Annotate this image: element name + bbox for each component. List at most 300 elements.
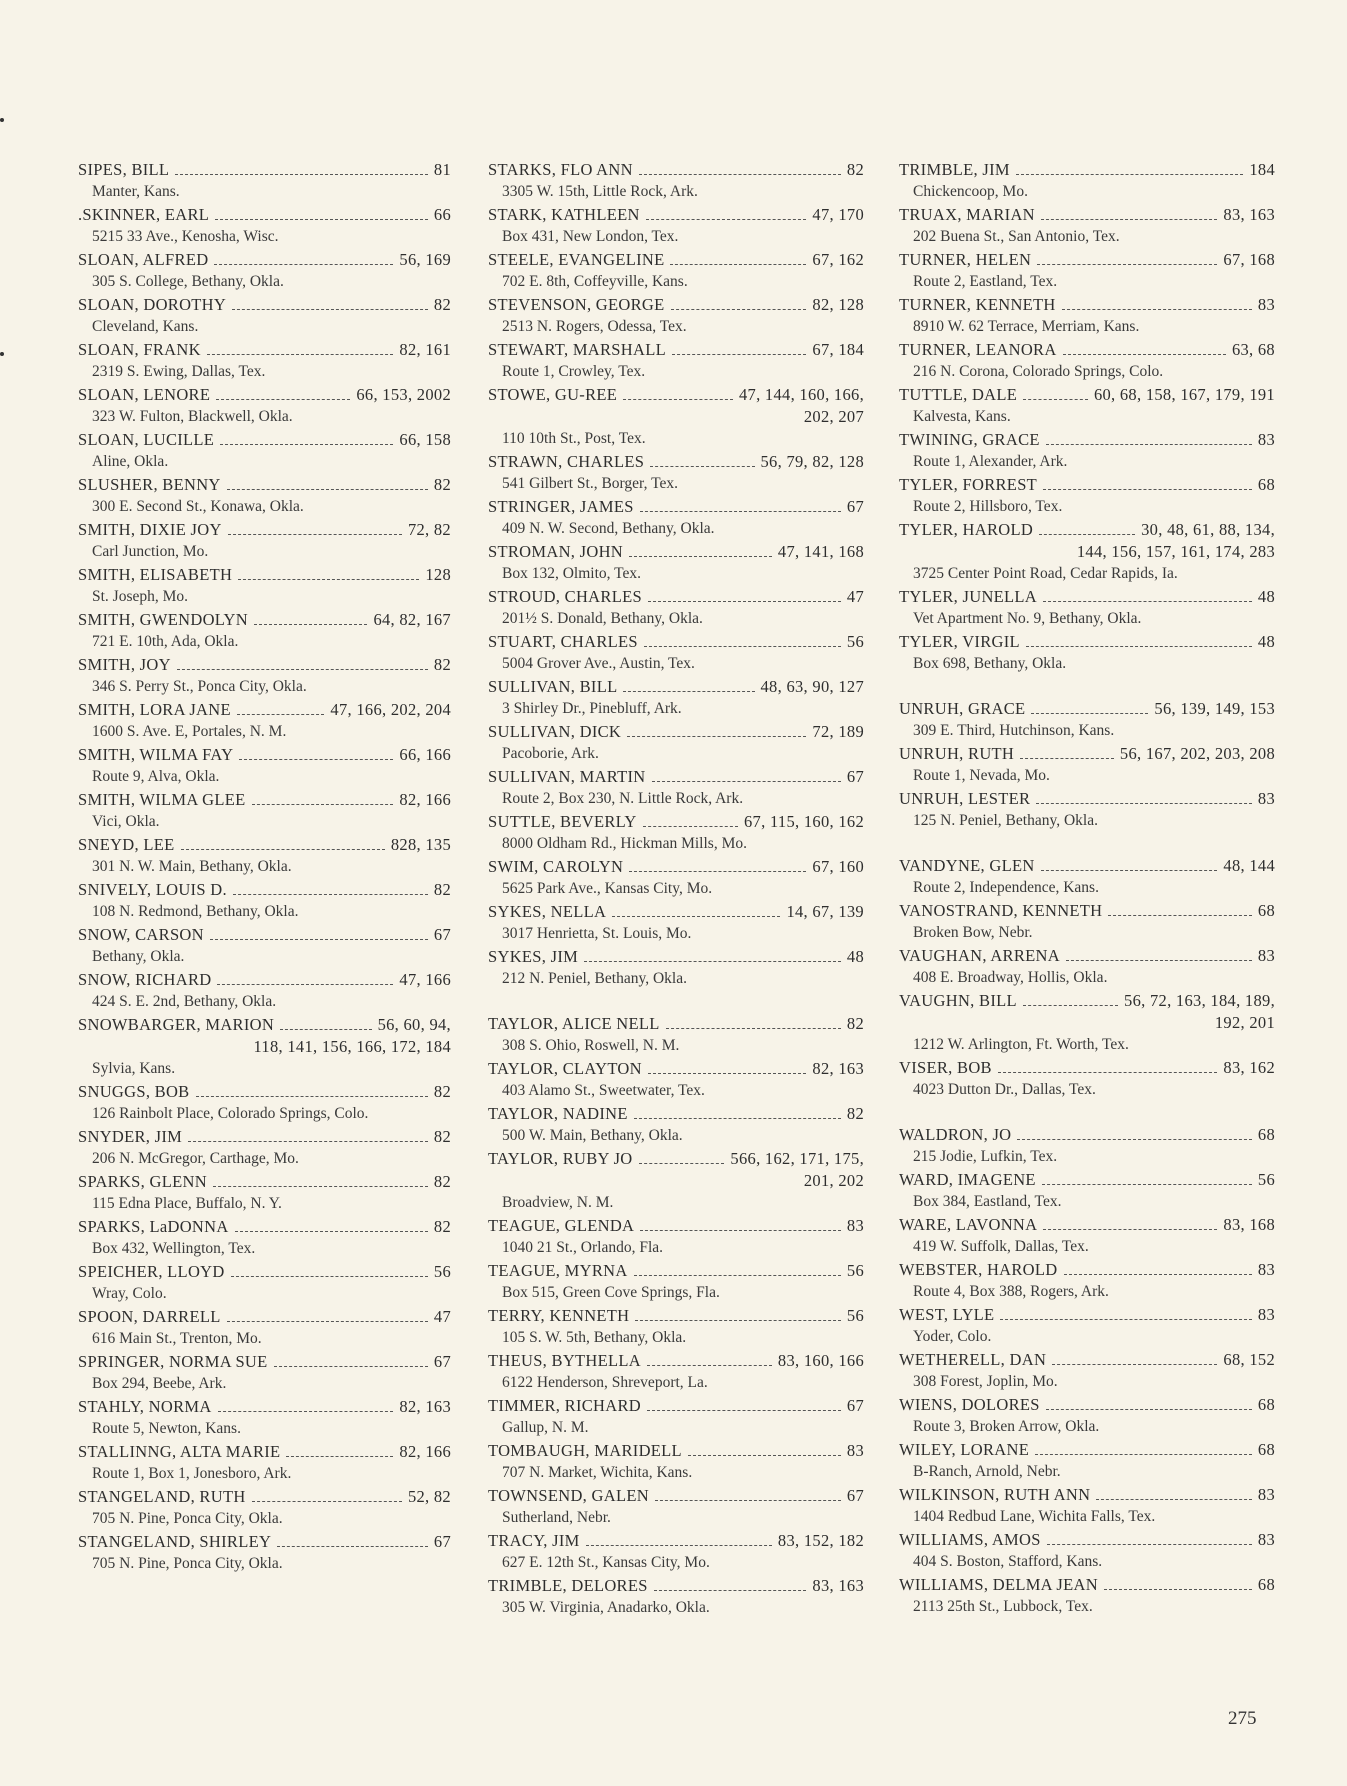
directory-entry xyxy=(488,158,864,203)
leader-dots xyxy=(214,264,393,265)
directory-column-1 xyxy=(78,158,451,1575)
directory-entry xyxy=(78,518,451,563)
page-number: 275 xyxy=(1228,1708,1257,1729)
directory-entry xyxy=(488,675,864,720)
student-name: SULLIVAN, DICK xyxy=(488,722,622,741)
student-address: 5004 Grover Ave., Austin, Tex. xyxy=(502,655,695,672)
page-references: 56 xyxy=(846,1261,864,1280)
entry-name-line xyxy=(488,1214,864,1237)
entry-name-line xyxy=(488,1574,864,1597)
student-name: WALDRON, JO xyxy=(899,1125,1012,1144)
student-address: Box 515, Green Cove Springs, Fla. xyxy=(502,1284,720,1301)
directory-entry xyxy=(899,203,1275,248)
student-name: SPOON, DARRELL xyxy=(78,1307,221,1326)
entry-name-line xyxy=(899,630,1275,653)
student-address: 1404 Redbud Lane, Wichita Falls, Tex. xyxy=(913,1508,1156,1525)
directory-entry xyxy=(78,1530,451,1575)
page-references: 83 xyxy=(1257,295,1275,314)
directory-entry xyxy=(899,1483,1275,1528)
student-address: Route 1, Box 1, Jonesboro, Ark. xyxy=(92,1465,292,1482)
student-name: TYLER, FORREST xyxy=(899,475,1038,494)
student-name: TEAGUE, MYRNA xyxy=(488,1261,628,1280)
student-name: TRIMBLE, JIM xyxy=(899,160,1010,179)
page-references-continued: 201, 202 xyxy=(803,1171,864,1190)
leader-dots xyxy=(629,556,772,557)
directory-entry xyxy=(488,765,864,810)
page-references: 63, 68 xyxy=(1231,340,1275,359)
student-name: SMITH, WILMA FAY xyxy=(78,745,234,764)
student-name: TYLER, VIRGIL xyxy=(899,632,1020,651)
student-address: 627 E. 12th St., Kansas City, Mo. xyxy=(502,1554,710,1571)
directory-entry xyxy=(899,1438,1275,1483)
student-address: 424 S. E. 2nd, Bethany, Okla. xyxy=(92,993,277,1010)
directory-entry xyxy=(488,383,864,450)
page-references: 68, 152 xyxy=(1223,1350,1275,1369)
directory-entry xyxy=(899,989,1275,1056)
leader-dots xyxy=(1046,444,1252,445)
leader-dots xyxy=(639,1163,725,1164)
leader-dots xyxy=(238,579,419,580)
leader-dots xyxy=(181,849,385,850)
student-address: 308 S. Ohio, Roswell, N. M. xyxy=(502,1037,680,1054)
student-name: WILEY, LORANE xyxy=(899,1440,1030,1459)
student-address: 1600 S. Ave. E, Portales, N. M. xyxy=(92,723,287,740)
directory-entry xyxy=(78,1170,451,1215)
leader-dots xyxy=(216,399,350,400)
section-gap xyxy=(899,675,1275,697)
directory-entry xyxy=(488,1349,864,1394)
leader-dots xyxy=(207,354,394,355)
student-address: Bethany, Okla. xyxy=(92,948,185,965)
leader-dots xyxy=(629,871,806,872)
leader-dots xyxy=(635,1320,840,1321)
entry-name-line xyxy=(488,248,864,271)
student-address: Aline, Okla. xyxy=(92,453,169,470)
student-name: TEAGUE, GLENDA xyxy=(488,1216,635,1235)
entry-name-line xyxy=(899,1056,1275,1079)
student-address: 2113 25th St., Lubbock, Tex. xyxy=(913,1598,1093,1615)
student-name: WILKINSON, RUTH ANN xyxy=(899,1485,1091,1504)
page-references-continued: 144, 156, 157, 161, 174, 283 xyxy=(1076,542,1275,561)
student-name: WETHERELL, DAN xyxy=(899,1350,1047,1369)
student-name: TURNER, LEANORA xyxy=(899,340,1057,359)
directory-entry xyxy=(899,787,1275,832)
page-references: 66, 153, 2002 xyxy=(356,385,451,404)
student-name: SIPES, BILL xyxy=(78,160,170,179)
directory-entry xyxy=(899,854,1275,899)
page-references: 67, 115, 160, 162 xyxy=(744,812,864,831)
entry-name-line xyxy=(899,293,1275,316)
leader-dots xyxy=(1035,1454,1252,1455)
leader-dots xyxy=(643,826,738,827)
leader-dots xyxy=(1108,915,1251,916)
directory-entry xyxy=(78,923,451,968)
entry-name-line xyxy=(488,1304,864,1327)
directory-entry xyxy=(488,1012,864,1057)
student-name: WARD, IMAGENE xyxy=(899,1170,1036,1189)
page-references: 68 xyxy=(1257,475,1275,494)
page-references: 56, 79, 82, 128 xyxy=(760,452,864,471)
student-address: Route 1, Crowley, Tex. xyxy=(502,363,646,380)
student-address: Box 698, Bethany, Okla. xyxy=(913,655,1067,672)
student-address: Vet Apartment No. 9, Bethany, Okla. xyxy=(913,610,1142,627)
leader-dots xyxy=(1037,264,1217,265)
entry-name-line xyxy=(78,1125,451,1148)
entry-name-line xyxy=(78,1395,451,1418)
student-address: 305 S. College, Bethany, Okla. xyxy=(92,273,284,290)
entry-name-line xyxy=(78,743,451,766)
student-name: SNOWBARGER, MARION xyxy=(78,1015,275,1034)
student-address: 5625 Park Ave., Kansas City, Mo. xyxy=(502,880,713,897)
directory-entry xyxy=(488,1304,864,1349)
student-address: 323 W. Fulton, Blackwell, Okla. xyxy=(92,408,293,425)
student-address: 3 Shirley Dr., Pinebluff, Ark. xyxy=(502,700,682,717)
student-name: STANGELAND, RUTH xyxy=(78,1487,246,1506)
entry-name-line xyxy=(78,338,451,361)
student-address: 201½ S. Donald, Bethany, Okla. xyxy=(502,610,703,627)
entry-name-line xyxy=(899,989,1275,1012)
directory-entry xyxy=(899,383,1275,428)
student-name: SNOW, CARSON xyxy=(78,925,204,944)
student-address: 3725 Center Point Road, Cedar Rapids, Ia. xyxy=(913,565,1178,582)
entry-name-line xyxy=(899,1528,1275,1551)
page-references: 67 xyxy=(433,1352,451,1371)
entry-name-line xyxy=(78,518,451,541)
leader-dots xyxy=(671,309,807,310)
directory-entry xyxy=(78,428,451,473)
student-address: 705 N. Pine, Ponca City, Okla. xyxy=(92,1555,283,1572)
page-references: 67 xyxy=(433,925,451,944)
entry-name-line xyxy=(899,1213,1275,1236)
page-references: 67 xyxy=(846,497,864,516)
leader-dots xyxy=(228,534,402,535)
page-references: 56 xyxy=(846,632,864,651)
entry-name-line xyxy=(78,1530,451,1553)
leader-dots xyxy=(196,1096,428,1097)
student-name: SMITH, WILMA GLEE xyxy=(78,790,246,809)
directory-entry xyxy=(78,788,451,833)
student-address: Route 1, Nevada, Mo. xyxy=(913,767,1050,784)
directory-entry xyxy=(899,697,1275,742)
directory-entry xyxy=(488,855,864,900)
student-name: TOWNSEND, GALEN xyxy=(488,1486,649,1505)
student-address: Chickencoop, Mo. xyxy=(913,183,1028,200)
entry-name-line xyxy=(78,1485,451,1508)
student-name: STRINGER, JAMES xyxy=(488,497,634,516)
student-name: TYLER, HAROLD xyxy=(899,520,1034,539)
entry-name-line xyxy=(488,765,864,788)
page-references: 66 xyxy=(433,205,451,224)
entry-name-line xyxy=(488,900,864,923)
student-address: 6122 Henderson, Shreveport, La. xyxy=(502,1374,708,1391)
leader-dots xyxy=(652,781,841,782)
leader-dots xyxy=(1039,534,1135,535)
entry-name-line xyxy=(78,833,451,856)
leader-dots xyxy=(639,174,841,175)
entry-name-line xyxy=(488,1439,864,1462)
student-address: 215 Jodie, Lufkin, Tex. xyxy=(913,1148,1058,1165)
page-references: 48 xyxy=(846,947,864,966)
leader-dots xyxy=(1064,1274,1252,1275)
entry-name-line xyxy=(899,158,1275,181)
page-references: 48 xyxy=(1257,632,1275,651)
page-references: 68 xyxy=(1257,901,1275,920)
leader-dots xyxy=(672,354,806,355)
directory-entry xyxy=(488,1214,864,1259)
student-address: Box 431, New London, Tex. xyxy=(502,228,679,245)
student-address: 1040 21 St., Orlando, Fla. xyxy=(502,1239,664,1256)
leader-dots xyxy=(655,1500,841,1501)
student-name: SPEICHER, LLOYD xyxy=(78,1262,225,1281)
directory-entry xyxy=(488,1102,864,1147)
directory-entry xyxy=(78,473,451,518)
directory-entry xyxy=(78,248,451,293)
entry-name-line xyxy=(899,518,1275,541)
directory-entry xyxy=(899,248,1275,293)
entry-name-line xyxy=(78,1440,451,1463)
directory-entry xyxy=(78,203,451,248)
entry-name-line xyxy=(899,787,1275,810)
entry-name-line xyxy=(78,158,451,181)
page-references: 56 xyxy=(433,1262,451,1281)
student-address: Kalvesta, Kans. xyxy=(913,408,1011,425)
leader-dots xyxy=(586,1545,772,1546)
entry-name-line xyxy=(899,428,1275,451)
entry-name-line xyxy=(899,742,1275,765)
page-references: 14, 67, 139 xyxy=(786,902,864,921)
directory-entry xyxy=(899,944,1275,989)
directory-entry xyxy=(488,630,864,675)
student-name: SYKES, NELLA xyxy=(488,902,607,921)
page-references: 56, 139, 149, 153 xyxy=(1154,699,1275,718)
student-name: WEBSTER, HAROLD xyxy=(899,1260,1058,1279)
student-address: Box 384, Eastland, Tex. xyxy=(913,1193,1062,1210)
directory-entry xyxy=(899,1573,1275,1618)
directory-entry xyxy=(899,1528,1275,1573)
student-name: TAYLOR, NADINE xyxy=(488,1104,628,1123)
leader-dots xyxy=(227,489,428,490)
leader-dots xyxy=(584,961,841,962)
page-references: 82, 163 xyxy=(812,1059,864,1078)
student-name: SLUSHER, BENNY xyxy=(78,475,221,494)
directory-entry xyxy=(78,293,451,338)
page-references-continued: 202, 207 xyxy=(803,407,864,426)
directory-entry xyxy=(78,1013,451,1080)
entry-name-line xyxy=(899,1123,1275,1146)
entry-name-line xyxy=(488,1484,864,1507)
page-references: 47, 144, 160, 166, xyxy=(738,385,864,404)
leader-dots xyxy=(688,1455,841,1456)
leader-dots xyxy=(232,309,428,310)
student-address: Route 4, Box 388, Rogers, Ark. xyxy=(913,1283,1109,1300)
page-references: 83, 163 xyxy=(812,1576,864,1595)
page-references-continued: 118, 141, 156, 166, 172, 184 xyxy=(253,1037,451,1056)
entry-name-line xyxy=(488,1057,864,1080)
student-name: SNOW, RICHARD xyxy=(78,970,212,989)
student-name: STEWART, MARSHALL xyxy=(488,340,666,359)
leader-dots xyxy=(650,466,754,467)
directory-entry xyxy=(899,1168,1275,1213)
entry-name-line xyxy=(488,675,864,698)
leader-dots xyxy=(1023,1005,1118,1006)
directory-entry xyxy=(899,630,1275,675)
entry-name-line xyxy=(78,878,451,901)
page-references: 68 xyxy=(1257,1125,1275,1144)
leader-dots xyxy=(215,219,428,220)
page-references: 128 xyxy=(425,565,451,584)
leader-dots xyxy=(1046,1409,1252,1410)
student-name: SPARKS, GLENN xyxy=(78,1172,207,1191)
leader-dots xyxy=(231,1276,428,1277)
student-name: SWIM, CAROLYN xyxy=(488,857,624,876)
student-name: SLOAN, DOROTHY xyxy=(78,295,227,314)
page-references: 67, 162 xyxy=(812,250,864,269)
student-address: 346 S. Perry St., Ponca City, Okla. xyxy=(92,678,307,695)
page-references: 83, 152, 182 xyxy=(777,1531,864,1550)
student-name: TERRY, KENNETH xyxy=(488,1306,630,1325)
student-name: WARE, LAVONNA xyxy=(899,1215,1038,1234)
entry-name-line xyxy=(899,1393,1275,1416)
entry-name-line xyxy=(899,1483,1275,1506)
directory-entry xyxy=(488,900,864,945)
directory-entry xyxy=(488,1259,864,1304)
leader-dots xyxy=(627,736,806,737)
directory-entry xyxy=(78,968,451,1013)
leader-dots xyxy=(239,759,393,760)
page-references: 82 xyxy=(846,160,864,179)
directory-column-2 xyxy=(488,158,864,1619)
directory-entry xyxy=(899,1303,1275,1348)
leader-dots xyxy=(640,1230,841,1231)
student-address: Sutherland, Nebr. xyxy=(502,1509,611,1526)
entry-name-line xyxy=(78,1170,451,1193)
leader-dots xyxy=(998,1072,1218,1073)
page-references: 566, 162, 171, 175, xyxy=(730,1149,864,1168)
leader-dots xyxy=(252,1501,402,1502)
student-name: SNYDER, JIM xyxy=(78,1127,183,1146)
student-name: VAUGHN, BILL xyxy=(899,991,1017,1010)
student-address: 2513 N. Rogers, Odessa, Tex. xyxy=(502,318,687,335)
directory-entry xyxy=(899,1123,1275,1168)
student-name: TRUAX, MARIAN xyxy=(899,205,1035,224)
leader-dots xyxy=(237,714,325,715)
page-references: 47, 170 xyxy=(812,205,864,224)
page-references: 184 xyxy=(1249,160,1275,179)
leader-dots xyxy=(254,624,367,625)
student-name: WEST, LYLE xyxy=(899,1305,995,1324)
directory-entry xyxy=(899,338,1275,383)
leader-dots xyxy=(612,916,780,917)
leader-dots xyxy=(1052,1364,1217,1365)
student-name: STAHLY, NORMA xyxy=(78,1397,212,1416)
student-address: Route 5, Newton, Kans. xyxy=(92,1420,241,1437)
page-references: 68 xyxy=(1257,1395,1275,1414)
entry-name-line xyxy=(488,1394,864,1417)
leader-dots xyxy=(1062,309,1252,310)
entry-name-line xyxy=(488,540,864,563)
leader-dots xyxy=(640,511,841,512)
entry-name-line xyxy=(488,585,864,608)
leader-dots xyxy=(1017,1139,1252,1140)
student-name: TUTTLE, DALE xyxy=(899,385,1018,404)
page-references: 67 xyxy=(433,1532,451,1551)
leader-dots xyxy=(213,1186,428,1187)
student-address: 702 E. 8th, Coffeyville, Kans. xyxy=(502,273,688,290)
page-references: 83 xyxy=(1257,1530,1275,1549)
entry-name-line xyxy=(488,1349,864,1372)
directory-entry xyxy=(899,428,1275,473)
student-address: Cleveland, Kans. xyxy=(92,318,199,335)
student-address: 300 E. Second St., Konawa, Okla. xyxy=(92,498,304,515)
student-address: 705 N. Pine, Ponca City, Okla. xyxy=(92,1510,283,1527)
student-name: TOMBAUGH, MARIDELL xyxy=(488,1441,682,1460)
student-name: SLOAN, LUCILLE xyxy=(78,430,215,449)
directory-entry xyxy=(488,945,864,990)
leader-dots xyxy=(1066,960,1252,961)
directory-entry xyxy=(899,1393,1275,1438)
page-references: 83, 168 xyxy=(1223,1215,1275,1234)
directory-entry xyxy=(899,518,1275,585)
entry-name-line xyxy=(78,1013,451,1036)
page-references: 56, 60, 94, xyxy=(377,1015,451,1034)
leader-dots xyxy=(217,984,393,985)
student-name: STOWE, GU-REE xyxy=(488,385,618,404)
entry-name-line xyxy=(488,158,864,181)
student-name: SNUGGS, BOB xyxy=(78,1082,190,1101)
student-address: Broken Bow, Nebr. xyxy=(913,924,1033,941)
student-address: Yoder, Colo. xyxy=(913,1328,992,1345)
directory-entry xyxy=(78,698,451,743)
directory-entry xyxy=(899,1258,1275,1303)
student-address: Route 1, Alexander, Ark. xyxy=(913,453,1068,470)
student-name: TRACY, JIM xyxy=(488,1531,580,1550)
student-address: Wray, Colo. xyxy=(92,1285,167,1302)
directory-entry xyxy=(488,1529,864,1574)
directory-entry xyxy=(899,158,1275,203)
entry-name-line xyxy=(78,1305,451,1328)
page-references: 83 xyxy=(1257,789,1275,808)
page-references: 82 xyxy=(846,1104,864,1123)
student-name: STARKS, FLO ANN xyxy=(488,160,633,179)
page-references: 66, 158 xyxy=(399,430,451,449)
leader-dots xyxy=(233,894,428,895)
directory-entry xyxy=(78,563,451,608)
page-references: 82, 128 xyxy=(812,295,864,314)
student-name: STRAWN, CHARLES xyxy=(488,452,645,471)
directory-entry xyxy=(78,1305,451,1350)
entry-name-line xyxy=(78,788,451,811)
entry-name-line xyxy=(488,450,864,473)
directory-entry xyxy=(78,158,451,203)
directory-entry xyxy=(488,810,864,855)
student-address: 108 N. Redmond, Bethany, Okla. xyxy=(92,903,299,920)
student-address: Pacoborie, Ark. xyxy=(502,745,599,762)
student-address: Sylvia, Kans. xyxy=(92,1060,176,1077)
leader-dots xyxy=(1023,399,1088,400)
student-name: SULLIVAN, BILL xyxy=(488,677,618,696)
leader-dots xyxy=(1047,1544,1252,1545)
leader-dots xyxy=(1031,713,1148,714)
leader-dots xyxy=(1041,870,1218,871)
directory-entry xyxy=(488,1147,864,1214)
page-references: 83, 162 xyxy=(1223,1058,1275,1077)
student-name: SYKES, JIM xyxy=(488,947,579,966)
directory-entry xyxy=(78,608,451,653)
entry-name-line xyxy=(488,1102,864,1125)
page-references: 67 xyxy=(846,1396,864,1415)
page-references: 30, 48, 61, 88, 134, xyxy=(1141,520,1275,539)
page-references: 48, 144 xyxy=(1223,856,1275,875)
